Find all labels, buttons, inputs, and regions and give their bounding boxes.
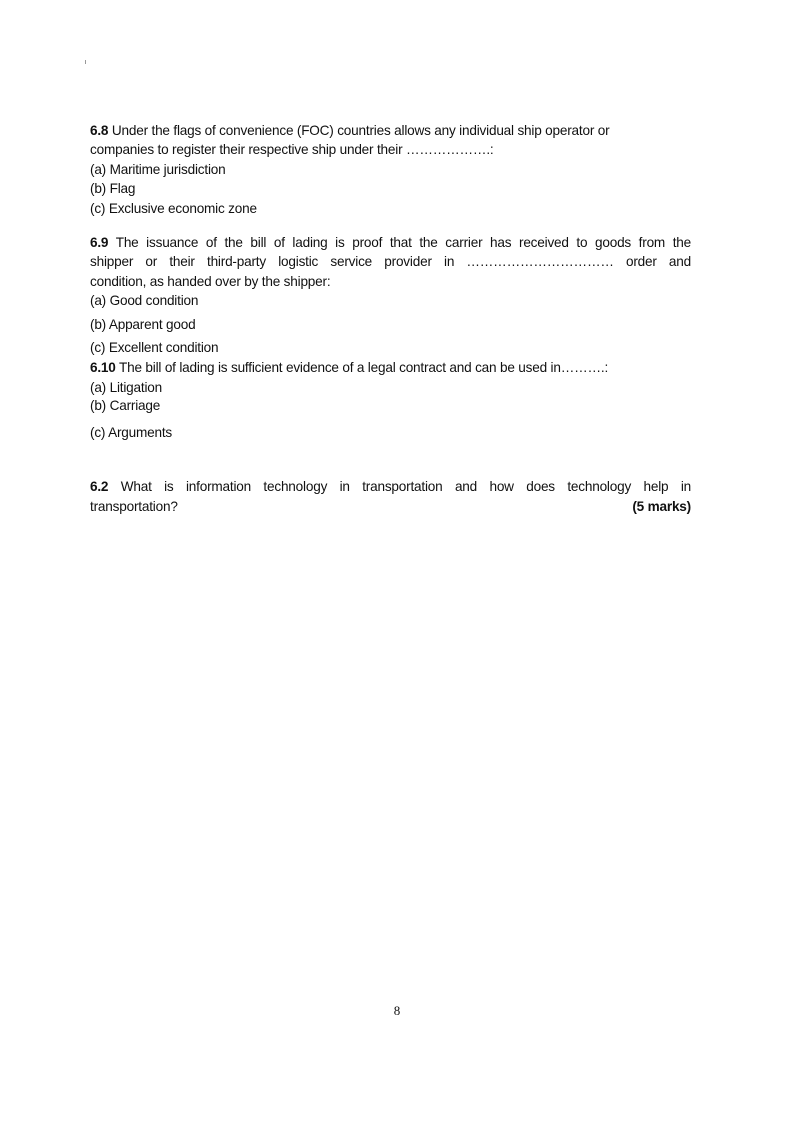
- page-number: 8: [393, 1003, 401, 1018]
- marks-label: (5 marks): [632, 499, 691, 514]
- option-c: (c) Arguments: [90, 425, 173, 440]
- option-c: (c) Exclusive economic zone: [90, 201, 257, 216]
- question-6-9-line-1: [90, 234, 691, 252]
- question-6-9-line-2: shipper or their third-party logistic service provider in …………………………… order and: [90, 254, 691, 269]
- option-c: (c) Excellent condition: [90, 340, 219, 355]
- option-b: (b) Flag: [90, 181, 136, 196]
- question-text: transportation?: [90, 499, 178, 514]
- option-a: (a) Litigation: [90, 380, 163, 395]
- scan-speck: [85, 60, 86, 64]
- option-b: (b) Apparent good: [90, 317, 196, 332]
- question-6-8-line-1: [90, 122, 609, 140]
- question-text: What is information technology in transportation and how does technology help in: [120, 479, 692, 494]
- option-a: (a) Maritime jurisdiction: [90, 162, 226, 177]
- question-number: 6.2: [90, 479, 109, 494]
- question-6-2-line-1: [90, 478, 691, 496]
- question-text: Under the flags of convenience (FOC) countries allows any individual ship operator or: [111, 123, 610, 138]
- question-number: 6.9: [90, 235, 109, 250]
- question-number: 6.8: [90, 123, 109, 138]
- question-6-8-line-2: companies to register their respective ship under their ……………….:: [90, 142, 494, 157]
- question-text: The issuance of the bill of lading is proof that the carrier has received to goods from the: [115, 235, 691, 250]
- question-text: The bill of lading is sufficient evidence of a legal contract and can be used in……….:: [119, 360, 609, 375]
- option-a: (a) Good condition: [90, 293, 199, 308]
- question-6-2-line-2: [90, 498, 691, 516]
- question-6-10-line-1: [90, 359, 608, 377]
- option-b: (b) Carriage: [90, 398, 161, 413]
- question-number: 6.10: [90, 360, 116, 375]
- question-6-9-line-3: condition, as handed over by the shipper:: [90, 274, 331, 289]
